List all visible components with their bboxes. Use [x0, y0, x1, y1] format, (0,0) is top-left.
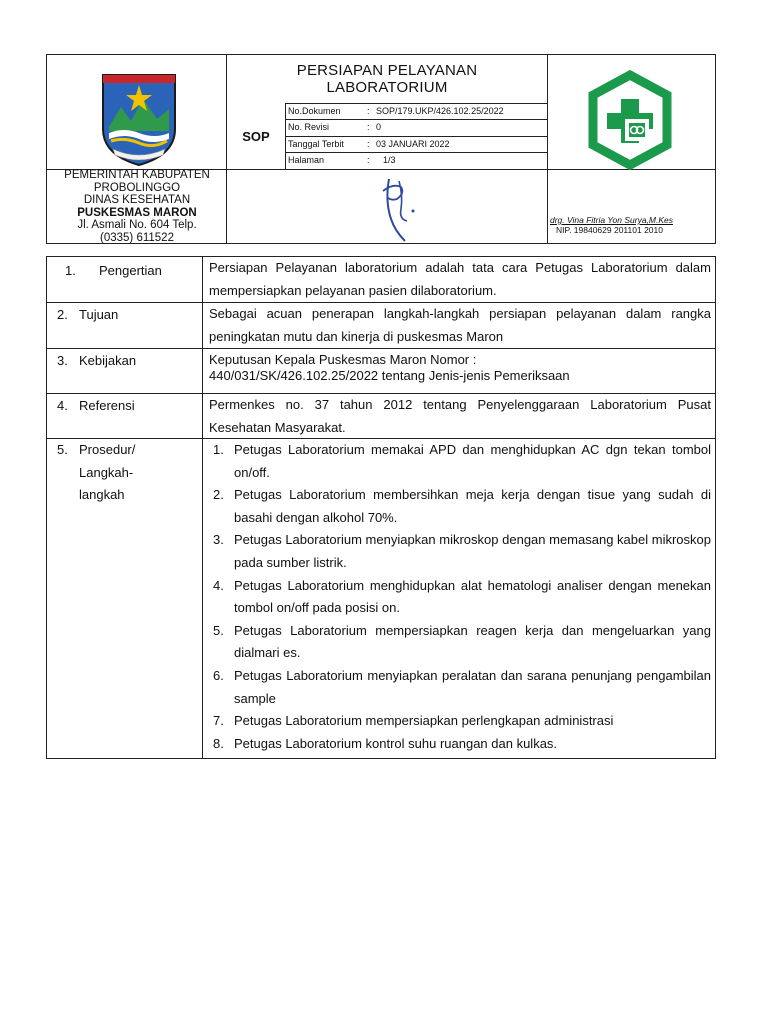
doc-info-value: 0 — [376, 122, 382, 132]
procedure-step — [209, 665, 711, 710]
section-content: Permenkes no. 37 tahun 2012 tentang Penyelenggaraan Laboratorium Pusat Kesehatan Masyarakat. — [209, 397, 711, 435]
org-line: DINAS KESEHATAN — [83, 194, 191, 207]
step-number: 7. — [213, 713, 224, 729]
doc-info-value: 1/3 — [383, 155, 396, 165]
section-number: 5. — [57, 442, 68, 457]
section-label: Pengertian — [99, 263, 162, 278]
section-text-line: 440/031/SK/426.102.25/2022 tentang Jenis-jenis Pemeriksaan — [209, 368, 570, 383]
step-number: 2. — [213, 487, 224, 503]
procedure-step — [209, 733, 711, 756]
section-label: Referensi — [79, 398, 135, 413]
step-text: Petugas Laboratorium kontrol suhu ruangan dan kulkas. — [234, 735, 558, 751]
doc-info-colon: : — [367, 139, 370, 149]
procedure-list — [209, 439, 711, 755]
signer-block — [550, 215, 715, 235]
procedure-steps — [209, 439, 711, 755]
section-label: Kebijakan — [79, 353, 137, 368]
doc-info-row — [285, 152, 547, 169]
signature-icon — [375, 171, 419, 243]
step-text: Petugas Laboratorium memakai APD dan menghidupkan AC dgn tekan tombol on/off. — [234, 442, 711, 480]
doc-info-label: Tanggal Terbit — [288, 139, 344, 149]
step-text: Petugas Laboratorium menyiapkan peralatan dan sarana penunjang pengambilan sample — [234, 667, 711, 706]
section-label-line: Prosedur/ — [79, 442, 136, 457]
step-number: 3. — [213, 532, 224, 548]
doc-info-row — [285, 119, 547, 136]
doc-info-colon: : — [367, 106, 370, 116]
step-number: 4. — [213, 577, 224, 593]
step-number: 8. — [213, 735, 224, 751]
sop-content-table — [46, 256, 716, 759]
step-number: 5. — [213, 622, 224, 638]
table-divider — [202, 257, 203, 758]
puskesmas-logo-icon — [585, 69, 675, 171]
section-label — [79, 439, 135, 507]
step-text: Petugas Laboratorium mempersiapkan perlengkapan administrasi — [234, 713, 614, 729]
procedure-step — [209, 710, 711, 733]
org-line: PROBOLINGGO — [93, 181, 181, 194]
section-number: 1. — [65, 263, 76, 278]
doc-info-value: SOP/179.UKP/426.102.25/2022 — [376, 106, 504, 116]
doc-info-label: No. Revisi — [288, 122, 330, 132]
org-line: Jl. Asmali No. 604 Telp. — [77, 219, 197, 232]
procedure-step — [209, 529, 711, 574]
step-text: Petugas Laboratorium mempersiapkan reagen kerja dan mengeluarkan yang dialmari es. — [234, 622, 711, 661]
section-content: Sebagai acuan penerapan langkah-langkah persiapan pelayanan dalam rangka peningkatan mutu dan kinerja di puskesmas Maron — [209, 306, 711, 344]
section-number: 4. — [57, 398, 68, 413]
section-text-line: Keputusan Kepala Puskesmas Maron Nomor : — [209, 352, 477, 367]
section-label-line: Langkah- — [79, 464, 134, 480]
doc-info-colon: : — [367, 155, 370, 165]
doc-info-label: Halaman — [288, 155, 325, 165]
signer-name: drg. Vina Fitria Yon Surya,M.Kes — [550, 215, 673, 225]
procedure-step — [209, 484, 711, 529]
section-label-line: langkah — [79, 487, 125, 503]
document-title — [227, 62, 547, 96]
step-text: Petugas Laboratorium membersihkan meja kerja dengan tisue yang sudah di basahi dengan alkohol 70%. — [234, 487, 711, 525]
procedure-step — [209, 575, 711, 620]
step-text: Petugas Laboratorium menyiapkan mikroskop dengan memasang kabel mikroskop pada sumber listrik. — [234, 532, 711, 570]
organization-block — [47, 169, 227, 245]
section-number: 2. — [57, 307, 68, 322]
header-divider — [547, 55, 548, 243]
sop-label: SOP — [242, 128, 270, 144]
regency-emblem-icon — [97, 69, 181, 169]
doc-info-row — [285, 136, 547, 153]
signer-nip: NIP. 19840629 201101 2010 — [556, 225, 663, 235]
doc-info-row — [285, 103, 547, 120]
section-number: 3. — [57, 353, 68, 368]
org-line: (0335) 611522 — [100, 231, 174, 244]
org-line: PEMERINTAH KABUPATEN — [64, 169, 210, 181]
doc-info-label: No.Dokumen — [288, 106, 341, 116]
section-content — [209, 352, 711, 384]
section-content: Persiapan Pelayanan laboratorium adalah tata cara Petugas Laboratorium dalam mempersiapkan pelayanan pasien dilaboratorium. — [209, 260, 711, 298]
doc-info-colon: : — [367, 122, 370, 132]
title-line: PERSIAPAN PELAYANAN — [296, 62, 478, 79]
org-line — [47, 207, 227, 220]
step-text: Petugas Laboratorium menghidupkan alat hematologi analiser dengan menekan tombol on/off pada posisi on. — [234, 577, 711, 616]
procedure-step — [209, 620, 711, 665]
doc-info-value: 03 JANUARI 2022 — [376, 139, 450, 149]
sop-header — [46, 54, 716, 244]
procedure-step — [209, 439, 711, 484]
title-line: LABORATORIUM — [326, 79, 448, 96]
step-number: 6. — [213, 667, 224, 683]
step-number: 1. — [213, 442, 224, 457]
org-name: PUSKESMAS MARON — [77, 206, 197, 219]
section-label: Tujuan — [79, 307, 119, 322]
